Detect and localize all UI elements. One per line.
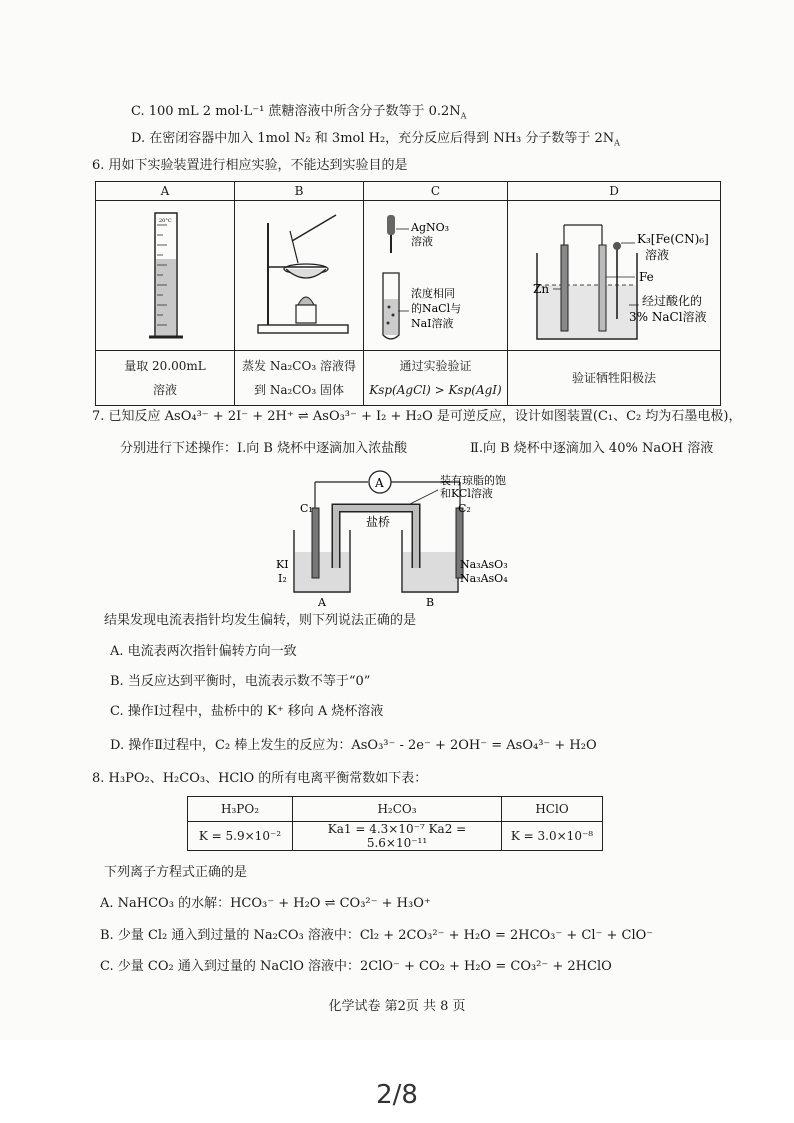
svg-text:Na₃AsO₃: Na₃AsO₃ — [460, 558, 508, 571]
svg-text:Fe: Fe — [639, 270, 654, 284]
q6-caption-d: 验证牺牲阳极法 — [508, 351, 721, 406]
q6-stem: 6. 用如下实验装置进行相应实验，不能达到实验目的是 — [92, 158, 408, 173]
q8-prompt: 下列离子方程式正确的是 — [104, 865, 248, 880]
q6-figure-c — [364, 201, 508, 351]
page-footer: 化学试卷 第2页 共 8 页 — [328, 999, 466, 1014]
svg-text:Zn: Zn — [533, 282, 550, 296]
q6-caption-c: 通过实验验证 Ksp(AgCl) > Ksp(AgI) — [364, 351, 508, 406]
q8-stem: 8. H₃PO₂、H₂CO₃、HClO 的所有电离平衡常数如下表： — [92, 771, 428, 786]
svg-text:I₂: I₂ — [278, 572, 287, 585]
q6-header-b: B — [235, 182, 364, 201]
sacrificial-anode-figure — [509, 201, 719, 347]
svg-text:C₁: C₁ — [300, 502, 313, 515]
q6-caption-a: 量取 20.00mL 溶液 — [96, 351, 235, 406]
q8-header-hclo: HClO — [502, 797, 603, 822]
svg-text:NaI溶液: NaI溶液 — [411, 317, 454, 330]
graduated-cylinder-figure — [97, 201, 233, 347]
q6-header-c: C — [364, 182, 508, 201]
svg-text:C₂: C₂ — [458, 502, 471, 515]
q7-option-b: B. 当反应达到平衡时，电流表示数不等于“0” — [110, 674, 371, 689]
q8-option-b: B. 少量 Cl₂ 通入到过量的 Na₂CO₃ 溶液中：Cl₂ + 2CO₃²⁻ + H₂O = 2HCO₃⁻ + Cl⁻ + ClO⁻ — [100, 928, 654, 943]
svg-text:K₃[Fe(CN)₆]: K₃[Fe(CN)₆] — [637, 232, 709, 246]
q7-option-c: C. 操作Ⅰ过程中，盐桥中的 K⁺ 移向 A 烧杯溶液 — [110, 704, 384, 719]
q8-option-c: C. 少量 CO₂ 通入到过量的 NaClO 溶液中：2ClO⁻ + CO₂ + H₂O = CO₃²⁻ + 2HClO — [100, 959, 612, 974]
svg-text:Na₃AsO₄: Na₃AsO₄ — [460, 572, 508, 585]
q6-figure-d — [508, 201, 721, 351]
svg-text:A: A — [375, 476, 384, 490]
q8-header-h3po2: H₃PO₂ — [188, 797, 293, 822]
q6-caption-b: 蒸发 Na₂CO₃ 溶液得 到 Na₂CO₃ 固体 — [235, 351, 364, 406]
svg-text:装有琼脂的饱: 装有琼脂的饱 — [440, 474, 506, 487]
svg-text:盐桥: 盐桥 — [366, 515, 391, 529]
q6-figure-a — [96, 201, 235, 351]
q6-figure-b — [235, 201, 364, 351]
q8-value-h2co3: Ka1 = 4.3×10⁻⁷ Ka2 = 5.6×10⁻¹¹ — [293, 822, 502, 851]
svg-text:浓度相同: 浓度相同 — [411, 287, 455, 300]
svg-text:AgNO₃: AgNO₃ — [411, 221, 450, 234]
q8-value-hclo: K = 3.0×10⁻⁸ — [502, 822, 603, 851]
q7-option-d: D. 操作Ⅱ过程中，C₂ 棒上发生的反应为：AsO₃³⁻ - 2e⁻ + 2OH⁻ = AsO₄³⁻ + H₂O — [110, 738, 597, 753]
svg-text:溶液: 溶液 — [411, 235, 433, 248]
q8-constants-table — [187, 796, 603, 851]
svg-text:溶液: 溶液 — [645, 248, 670, 262]
svg-text:的NaCl与: 的NaCl与 — [411, 302, 462, 315]
q6-header-a: A — [96, 182, 235, 201]
precipitation-test-figure — [365, 201, 506, 347]
q7-operation-1: 分别进行下述操作：Ⅰ.向 B 烧杯中逐滴加入浓盐酸 — [120, 441, 408, 456]
q7-galvanic-cell-figure — [270, 468, 530, 610]
svg-text:经过酸化的: 经过酸化的 — [642, 294, 703, 308]
page-number-indicator: 2/8 — [376, 1080, 418, 1110]
svg-text:KI: KI — [276, 558, 289, 571]
svg-text:和KCl溶液: 和KCl溶液 — [440, 487, 493, 500]
svg-text:3% NaCl溶液: 3% NaCl溶液 — [629, 310, 707, 324]
q8-value-h3po2: K = 5.9×10⁻² — [188, 822, 293, 851]
q5-option-c: C. 100 mL 2 mol·L⁻¹ 蔗糖溶液中所含分子数等于 $0.2N_A$ — [131, 104, 467, 121]
svg-text:B: B — [426, 596, 435, 609]
q8-header-h2co3: H₂CO₃ — [293, 797, 502, 822]
q7-operation-2: Ⅱ.向 B 烧杯中逐滴加入 40% NaOH 溶液 — [470, 441, 714, 456]
evaporation-setup-figure — [236, 201, 362, 347]
q6-apparatus-table — [95, 181, 721, 406]
svg-text:A: A — [318, 596, 326, 609]
q7-stem: 7. 已知反应 AsO₄³⁻ + 2I⁻ + 2H⁺ ⇌ AsO₃³⁻ + I₂ + H₂O 是可逆反应，设计如图装置(C₁、C₂ 均为石墨电极)， — [92, 409, 742, 424]
q7-option-a: A. 电流表两次指针偏转方向一致 — [110, 644, 297, 659]
svg-text:20°C: 20°C — [159, 218, 172, 224]
q8-option-a: A. NaHCO₃ 的水解：HCO₃⁻ + H₂O ⇌ CO₃²⁻ + H₃O⁺ — [100, 896, 431, 911]
q7-result: 结果发现电流表指针均发生偏转，则下列说法正确的是 — [104, 613, 417, 628]
q6-header-d: D — [508, 182, 721, 201]
q5-option-d: D. 在密闭容器中加入 1mol N₂ 和 3mol H₂，充分反应后得到 NH₃ 分子数等于 $2N_A$ — [131, 131, 620, 148]
